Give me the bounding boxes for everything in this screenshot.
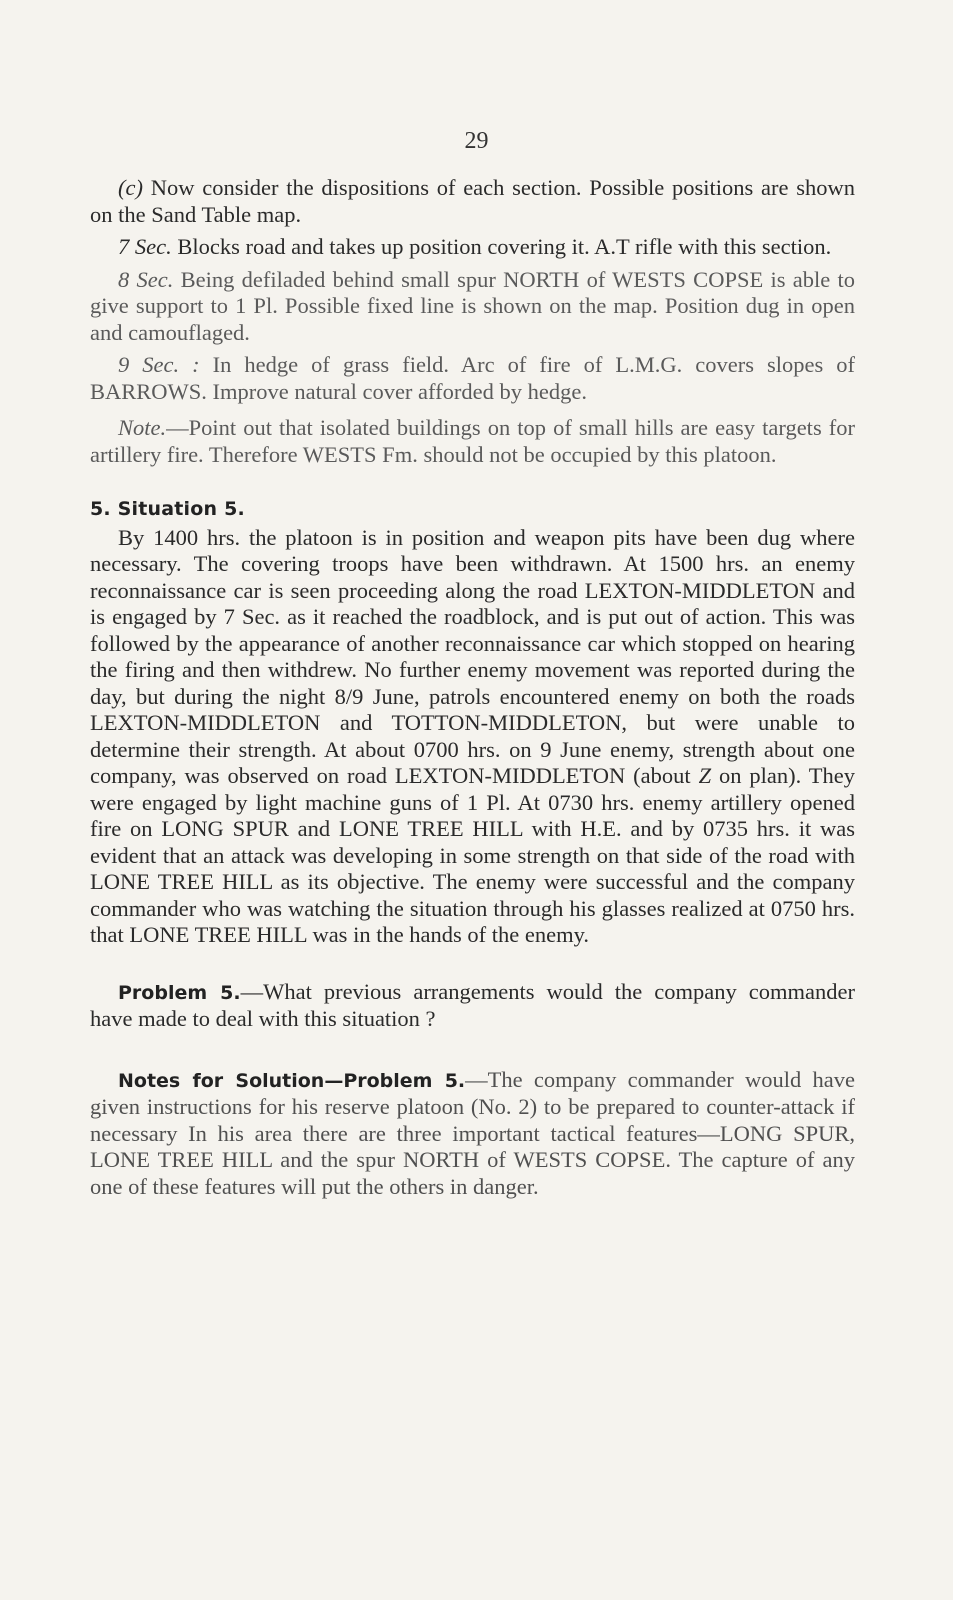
paragraph-c <box>90 175 855 228</box>
section-heading: 5. Situation 5. <box>90 498 245 520</box>
paragraph-note <box>90 415 855 468</box>
problem-text: —What previous arrangements would the company commander have made to deal with this situation ? <box>90 978 855 1031</box>
notes-solution-paragraph <box>90 1067 855 1201</box>
situation-text: By 1400 hrs. the platoon is in position and weapon pits have been dug where necessary. The covering troops have been withdrawn. At 1500 hrs. an enemy reconnaissance car is seen proceeding along the road LEXTON-MIDDLETON and is engaged by 7 Sec. as it reached the roadblock, and is put out of action. This was followed by the appearance of another reconnaissance car which stopped on hearing the firing and then withdrew. No further enemy movement was reported during the day, but during the night 8/9 June, patrols encountered enemy on both the roads LEXTON-MIDDLETON and TOTTON-MIDDLETON, but were unable to determine their strength. At about 0700 hrs. on 9 June enemy, strength about one company, was observed on road LEXTON-MIDDLETON (about <box>90 524 855 788</box>
paragraph-label: Note. <box>118 415 167 440</box>
problem-paragraph <box>90 979 855 1033</box>
paragraph-label: 7 Sec. <box>118 234 172 259</box>
problem-label: Problem 5. <box>118 981 241 1004</box>
notes-solution-text: —The company commander would have given instructions for his reserve platoon (No. 2) to be prepared to counter-attack if necessary In his area there are three important tactical features—LONG SPUR, LONE TREE HILL and the spur NORTH of WESTS COPSE. The capture of any one of these features will put the others in danger. <box>90 1066 855 1199</box>
notes-solution-label: Notes for Solution—Problem 5. <box>118 1069 466 1092</box>
paragraph-text: —Point out that isolated buildings on top of small hills are easy targets for artillery fire. Therefore WESTS Fm. should not be occupied by this platoon. <box>90 415 855 467</box>
paragraph-8-sec <box>90 267 855 347</box>
page-body <box>90 175 855 1206</box>
paragraph-text: Now consider the dispositions of each section. Possible positions are shown on the Sand Table map. <box>90 175 855 227</box>
paragraph-label: 8 Sec. <box>118 266 174 292</box>
situation-paragraph <box>90 525 855 949</box>
paragraph-label: (c) <box>118 175 143 200</box>
paragraph-text: Being defiladed behind small spur NORTH of WESTS COPSE is able to give support to 1 Pl. Possible fixed line is shown on the map. Position dug in open and camouflaged. <box>90 266 855 345</box>
situation-italic-letter: Z <box>698 763 712 788</box>
paragraph-label: 9 Sec. : <box>118 352 200 377</box>
paragraph-9-sec <box>90 352 855 405</box>
paragraph-7-sec <box>90 234 855 261</box>
page-number: 29 <box>464 128 489 154</box>
situation-text-end: on plan). They were engaged by light machine guns of 1 Pl. At 0730 hrs. enemy artillery opened fire on LONG SPUR and LONE TREE HILL with H.E. and by 0735 hrs. it was evident that an attack was developing in some strength on that side of the road with LONE TREE HILL as its objective. The enemy were successful and the company commander who was watching the situation through his glasses realized at 0750 hrs. that LONE TREE HILL was in the hands of the enemy. <box>90 763 856 947</box>
paragraph-text: In hedge of grass field. Arc of fire of L.M.G. covers slopes of BARROWS. Improve natural cover afforded by hedge. <box>90 352 856 404</box>
paragraph-text: Blocks road and takes up position covering it. A.T rifle with this section. <box>177 234 832 259</box>
